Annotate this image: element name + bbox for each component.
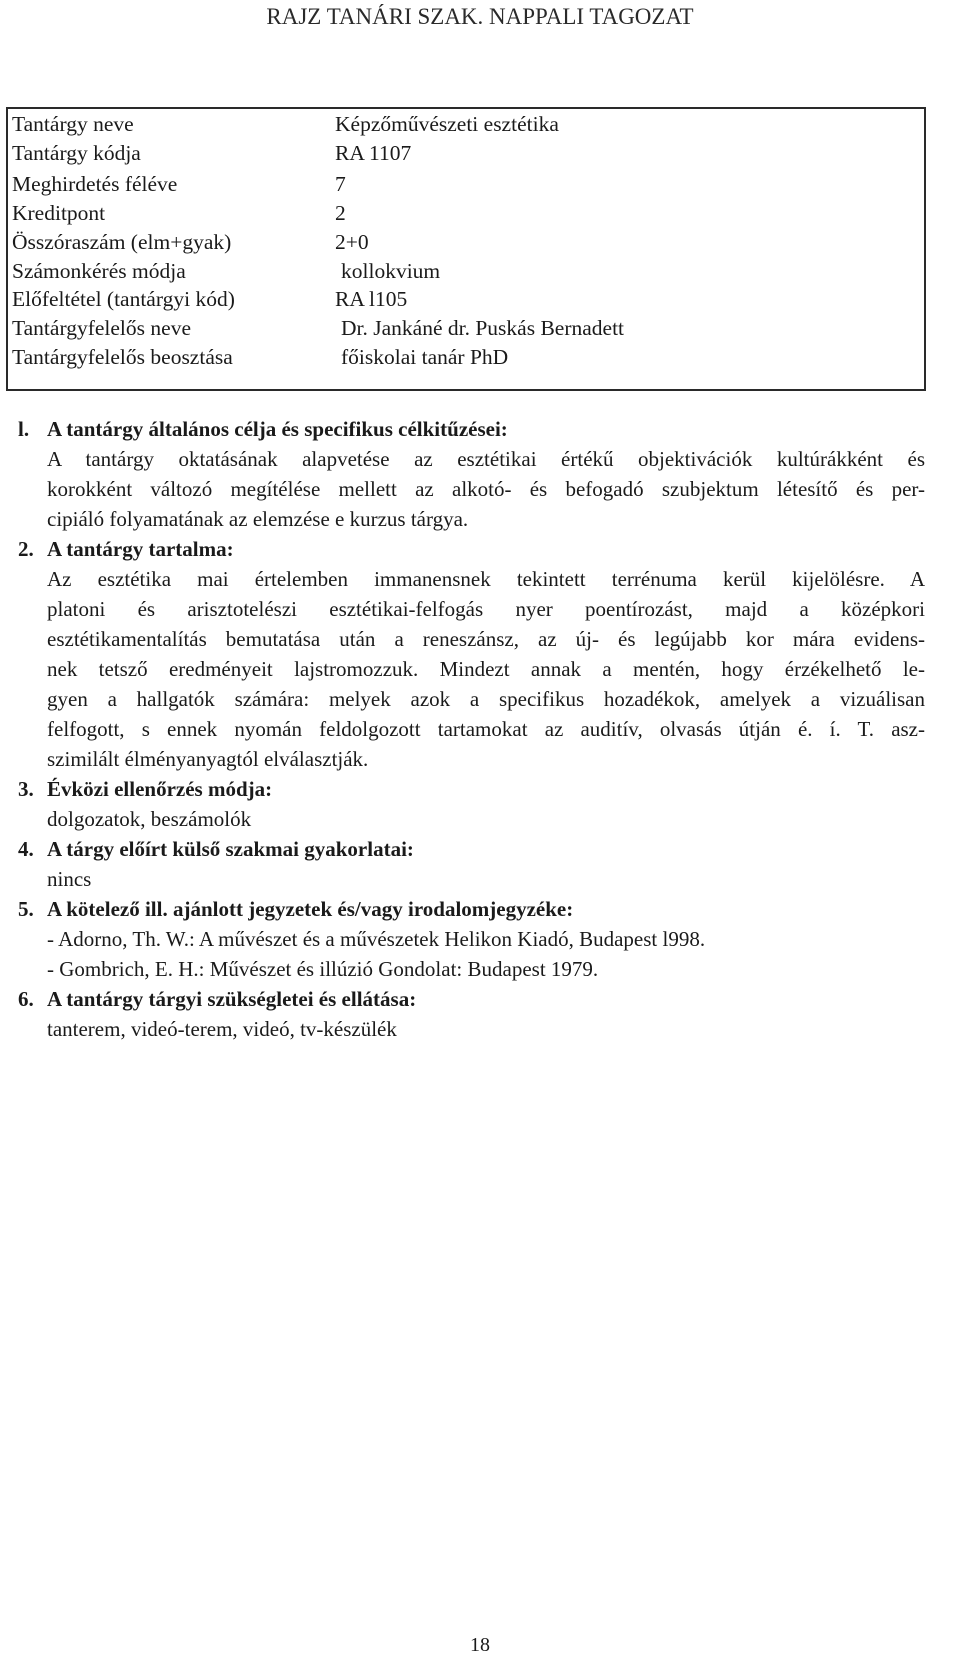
info-value: főiskolai tanár PhD [341, 345, 509, 369]
section-number: 2. [18, 537, 34, 561]
section-title: A tárgy előírt külső szakmai gyakorlatai: [47, 837, 414, 861]
info-row-responsible-name [8, 313, 924, 344]
section-title: A kötelező ill. ajánlott jegyzetek és/vagy irodalomjegyzéke: [47, 897, 574, 921]
info-label: Tantárgy kódja [12, 141, 141, 165]
info-label: Meghirdetés féléve [12, 172, 178, 196]
section-title: A tantárgy tartalma: [47, 537, 234, 561]
section-number: 6. [18, 987, 34, 1011]
info-value: RA 1107 [335, 141, 412, 165]
section-number: 4. [18, 837, 34, 861]
page-header: RAJZ TANÁRI SZAK. NAPPALI TAGOZAT [266, 4, 694, 29]
paragraph-line: nek tetsző eredményeit lajstromozzuk. Mindezt annak a mentén, hogy érzékelhető le- [47, 657, 925, 681]
paragraph-line: korokként változó megítélése mellett az alkotó- és befogadó szubjektum létesítő és per- [47, 477, 925, 501]
info-value: 7 [335, 172, 346, 196]
section-title: Évközi ellenőrzés módja: [47, 777, 273, 801]
info-label: Tantárgy neve [12, 112, 134, 136]
paragraph-line: Az esztétika mai értelemben immanensnek tekintett terrénuma kerül kijelölésre. A [47, 567, 925, 591]
info-value: kollokvium [341, 259, 441, 283]
section-text: dolgozatok, beszámolók [47, 807, 252, 831]
bibliography-item: - Adorno, Th. W.: A művészet és a művészetek Helikon Kiadó, Budapest l998. [47, 927, 706, 951]
info-label: Összóraszám (elm+gyak) [12, 230, 232, 254]
info-row-credits [8, 198, 924, 229]
info-label: Tantárgyfelelős neve [12, 316, 191, 340]
section-text: tanterem, videó-terem, videó, tv-készülék [47, 1017, 397, 1041]
info-value: 2+0 [335, 230, 369, 254]
paragraph-line: A tantárgy oktatásának alapvetése az esztétikai értékű objektivációk kultúrákként és [47, 447, 925, 471]
section-number: 5. [18, 897, 34, 921]
info-row-semester [8, 169, 924, 200]
section-title: A tantárgy tárgyi szükségletei és ellátása: [47, 987, 417, 1011]
section-title: A tantárgy általános célja és specifikus célkitűzései: [47, 417, 508, 441]
info-row-total-hours [8, 227, 924, 258]
info-label: Számonkérés módja [12, 259, 186, 283]
info-row-responsible-title [8, 342, 924, 373]
info-value: Dr. Jankáné dr. Puskás Bernadett [341, 316, 625, 340]
info-row-prerequisite [8, 284, 924, 315]
info-row-subject-name [8, 109, 924, 140]
info-label: Tantárgyfelelős beosztása [12, 345, 233, 369]
course-info-table [6, 107, 926, 391]
paragraph-line: felfogott, s ennek nyomán feldolgozott tartamokat az auditív, olvasás útján é. í. T. asz- [47, 717, 925, 741]
section-text: nincs [47, 867, 92, 891]
bibliography-item: - Gombrich, E. H.: Művészet és illúzió Gondolat: Budapest 1979. [47, 957, 599, 981]
info-row-assessment [8, 256, 924, 287]
info-label: Előfeltétel (tantárgyi kód) [12, 287, 235, 311]
info-value: 2 [335, 201, 346, 225]
page-number: 18 [470, 1634, 490, 1656]
paragraph-line: platoni és arisztotelészi esztétikai-felfogás nyer poentírozást, majd a középkori [47, 597, 925, 621]
info-label: Kreditpont [12, 201, 106, 225]
paragraph-line: esztétikamentalítás bemutatása után a reneszánsz, az új- és legújabb kor mára evidens- [47, 627, 925, 651]
info-value: RA l105 [335, 287, 408, 311]
paragraph-line: gyen a hallgatók számára: melyek azok a specifikus hozadékok, amelyek a vizuálisan [47, 687, 925, 711]
info-value: Képzőművészeti esztétika [335, 112, 559, 136]
paragraph-line: cipiáló folyamatának az elemzése e kurzus tárgya. [47, 507, 469, 531]
info-row-subject-code [8, 138, 924, 169]
section-number: 3. [18, 777, 34, 801]
paragraph-line: szimilált élményanyagtól elválasztják. [47, 747, 369, 771]
section-number: l. [18, 417, 30, 441]
